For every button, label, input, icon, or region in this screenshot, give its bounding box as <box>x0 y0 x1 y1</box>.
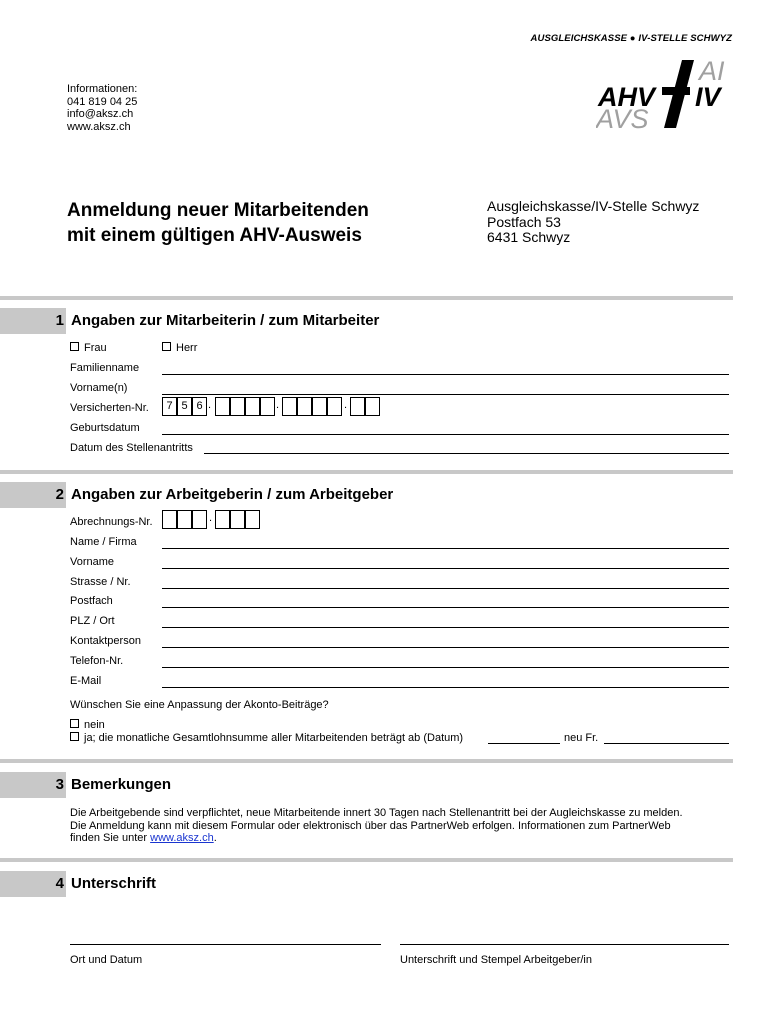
section-title: Unterschrift <box>71 875 157 892</box>
digit-box[interactable] <box>327 397 342 416</box>
label-plz-ort: PLZ / Ort <box>70 615 115 627</box>
label-name-firma: Name / Firma <box>70 536 137 548</box>
abrechnungs-nr-boxes[interactable] <box>162 510 262 529</box>
label-vorname: Vorname(n) <box>70 382 128 394</box>
label-kontaktperson: Kontaktperson <box>70 635 141 647</box>
digit-box[interactable] <box>297 397 312 416</box>
label-vorname: Vorname <box>70 556 115 568</box>
svg-text:IV: IV <box>695 82 721 112</box>
field-name-firma[interactable] <box>162 548 729 549</box>
section-title: Angaben zur Mitarbeiterin / zum Mitarbeiter <box>71 312 380 329</box>
field-vorname[interactable] <box>162 568 729 569</box>
label-familienname: Familienname <box>70 362 140 374</box>
website-link[interactable]: www.aksz.ch <box>150 832 214 845</box>
label-unterschrift: Unterschrift und Stempel Arbeitgeber/in <box>400 954 592 966</box>
label-versicherten-nr: Versicherten-Nr. <box>70 402 149 414</box>
field-akonto-datum[interactable] <box>488 743 560 744</box>
field-telefon[interactable] <box>162 667 729 668</box>
section-divider <box>0 470 733 474</box>
section-divider <box>0 296 733 300</box>
checkbox-ja[interactable] <box>70 732 463 744</box>
digit-box[interactable] <box>312 397 327 416</box>
digit-box[interactable] <box>282 397 297 416</box>
section-number: 3 <box>55 776 64 793</box>
section-number-bar <box>0 772 66 798</box>
digit-box[interactable] <box>192 510 207 529</box>
digit-box[interactable] <box>215 397 230 416</box>
ahv-iv-logo <box>596 56 736 132</box>
page-title <box>67 198 369 248</box>
svg-text:AHV: AHV <box>598 82 656 112</box>
svg-text:AI: AI <box>699 56 725 86</box>
address-line-2: Postfach 53 <box>487 213 561 230</box>
checkbox-label: Frau <box>84 342 107 354</box>
checkbox-icon[interactable] <box>70 719 79 728</box>
remarks-line-3 <box>70 832 740 845</box>
digit-box[interactable] <box>230 397 245 416</box>
digit-box[interactable] <box>177 510 192 529</box>
section-number: 2 <box>55 486 64 503</box>
section-divider <box>0 759 733 763</box>
digit-box[interactable] <box>245 397 260 416</box>
akonto-question: Wünschen Sie eine Anpassung der Akonto-Beiträge? <box>70 699 329 711</box>
field-postfach[interactable] <box>162 607 729 608</box>
checkbox-icon[interactable] <box>162 342 171 351</box>
remarks-text <box>70 807 740 845</box>
field-plz-ort[interactable] <box>162 627 729 628</box>
label-strasse: Strasse / Nr. <box>70 576 131 588</box>
label-email: E-Mail <box>70 675 102 687</box>
field-geburtsdatum[interactable] <box>162 434 729 435</box>
checkbox-label: Herr <box>176 342 198 354</box>
field-familienname[interactable] <box>162 374 729 375</box>
digit-box[interactable] <box>245 510 260 529</box>
checkbox-icon[interactable] <box>70 342 79 351</box>
address-line-3: 6431 Schwyz <box>487 229 571 245</box>
field-vorname[interactable] <box>162 394 729 395</box>
versicherten-nr-boxes[interactable] <box>162 397 384 416</box>
separator: . <box>344 399 348 411</box>
section-number-bar <box>0 482 66 508</box>
digit-box[interactable] <box>162 510 177 529</box>
field-akonto-betrag[interactable] <box>604 743 729 744</box>
section-number-bar <box>0 308 66 334</box>
field-ort-datum[interactable] <box>70 944 381 945</box>
label-neu-fr: neu Fr. <box>564 732 599 744</box>
section-number: 1 <box>55 312 64 329</box>
remarks-line-2: Die Anmeldung kann mit diesem Formular oder elektronisch über das PartnerWeb erfolgen. Informationen zum PartnerWeb <box>70 819 671 832</box>
label-stellenantritt: Datum des Stellenantritts <box>70 442 193 454</box>
digit-box: 7 <box>162 397 177 416</box>
field-strasse[interactable] <box>162 588 729 589</box>
label-postfach: Postfach <box>70 595 113 607</box>
label-telefon: Telefon-Nr. <box>70 655 124 667</box>
separator: . <box>276 399 280 411</box>
digit-box[interactable] <box>230 510 245 529</box>
section-title: Angaben zur Arbeitgeberin / zum Arbeitgeber <box>71 486 394 503</box>
digit-box: 6 <box>192 397 207 416</box>
title-line-2: mit einem gültigen AHV-Ausweis <box>67 225 362 246</box>
contact-info <box>67 83 137 133</box>
info-website: www.aksz.ch <box>67 120 131 133</box>
svg-text:AVS: AVS <box>596 104 649 132</box>
remarks-line-3-end: . <box>213 832 217 845</box>
digit-box[interactable] <box>215 510 230 529</box>
title-line-1: Anmeldung neuer Mitarbeitenden <box>67 200 369 221</box>
checkbox-nein[interactable] <box>70 719 105 731</box>
section-number-bar <box>0 871 66 897</box>
remarks-line-1: Die Arbeitgebende sind verpflichtet, neue Mitarbeitende innert 30 Tagen nach Stellenantritt bei der Augleichskasse zu melden. <box>70 807 683 819</box>
checkbox-label: nein <box>84 719 105 731</box>
organization-header: AUSGLEICHSKASSE ● IV-STELLE SCHWYZ <box>530 33 732 44</box>
section-divider <box>0 858 733 862</box>
section-title: Bemerkungen <box>71 776 172 793</box>
checkbox-icon[interactable] <box>70 732 79 741</box>
checkbox-label: ja; die monatliche Gesamtlohnsumme aller Mitarbeitenden beträgt ab (Datum) <box>84 732 464 744</box>
label-abrechnungs-nr: Abrechnungs-Nr. <box>70 516 153 528</box>
section-number: 4 <box>55 875 64 892</box>
info-phone: 041 819 04 25 <box>67 95 138 108</box>
checkbox-herr[interactable] <box>162 342 197 354</box>
label-geburtsdatum: Geburtsdatum <box>70 422 140 434</box>
digit-box: 5 <box>177 397 192 416</box>
field-unterschrift[interactable] <box>400 944 729 945</box>
digit-box[interactable] <box>365 397 380 416</box>
digit-box[interactable] <box>350 397 365 416</box>
digit-box[interactable] <box>260 397 275 416</box>
checkbox-frau[interactable] <box>70 342 107 354</box>
recipient-address <box>487 199 699 246</box>
remarks-line-3-text: finden Sie unter <box>70 832 151 845</box>
label-ort-datum: Ort und Datum <box>70 954 143 966</box>
field-stellenantritt[interactable] <box>204 453 729 454</box>
separator: . <box>208 399 212 411</box>
info-label: Informationen: <box>67 83 138 95</box>
address-line-1: Ausgleichskasse/IV-Stelle Schwyz <box>487 198 700 214</box>
info-email: info@aksz.ch <box>67 108 134 120</box>
separator: . <box>209 512 213 524</box>
field-email[interactable] <box>162 687 729 688</box>
field-kontaktperson[interactable] <box>162 647 729 648</box>
